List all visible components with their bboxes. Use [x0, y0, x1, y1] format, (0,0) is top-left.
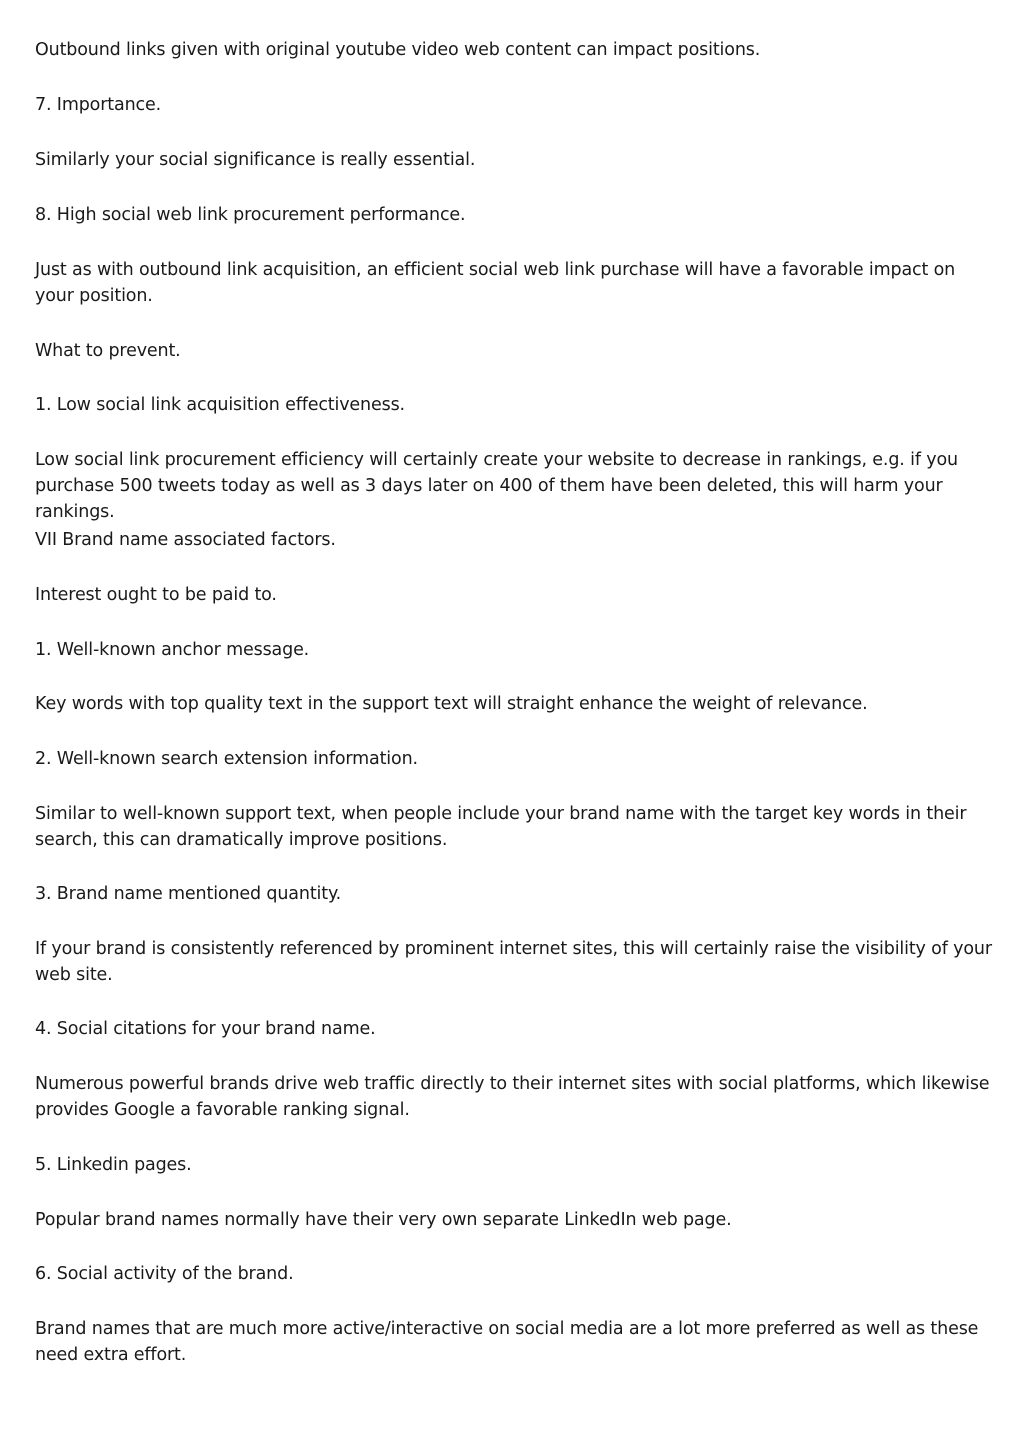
paragraph-social-significance: Similarly your social significance is really essential. — [35, 150, 476, 170]
heading-interest: Interest ought to be paid to. — [35, 585, 277, 605]
heading-what-to-prevent: What to prevent. — [35, 341, 181, 361]
paragraph-brand-referenced: If your brand is consistently referenced by prominent internet sites, this will certainly raise the visibility of your web site. — [35, 939, 992, 985]
heading-search-extension: 2. Well-known search extension information. — [35, 749, 418, 769]
heading-anchor-message: 1. Well-known anchor message. — [35, 640, 310, 660]
paragraph-brand-active: Brand names that are much more active/interactive on social media are a lot more preferred as well as these need extra effort. — [35, 1319, 979, 1365]
paragraph-outbound-acquisition: Just as with outbound link acquisition, an efficient social web link purchase will have a favorable impact on your position. — [35, 260, 956, 306]
paragraph-powerful-brands: Numerous powerful brands drive web traffic directly to their internet sites with social platforms, which likewise provides Google a favorable ranking signal. — [35, 1074, 990, 1120]
paragraph-linkedin: Popular brand names normally have their very own separate LinkedIn web page. — [35, 1210, 732, 1230]
heading-high-social-link: 8. High social web link procurement performance. — [35, 205, 466, 225]
heading-social-activity: 6. Social activity of the brand. — [35, 1264, 294, 1284]
heading-importance: 7. Importance. — [35, 95, 162, 115]
paragraph-key-words: Key words with top quality text in the support text will straight enhance the weight of relevance. — [35, 694, 868, 714]
heading-brand-quantity: 3. Brand name mentioned quantity. — [35, 884, 342, 904]
heading-low-social-link: 1. Low social link acquisition effectiveness. — [35, 395, 405, 415]
paragraph-low-social-link: Low social link procurement efficiency will certainly create your website to decrease in rankings, e.g. if you purchase 500 tweets today as well as 3 days later on 400 of them have been deleted, this will harm your rankings. — [35, 450, 958, 522]
heading-linkedin-pages: 5. Linkedin pages. — [35, 1155, 192, 1175]
paragraph-support-text: Similar to well-known support text, when people include your brand name with the target key words in their search, this can dramatically improve positions. — [35, 804, 967, 850]
paragraph-outbound-links: Outbound links given with original youtube video web content can impact positions. — [35, 40, 761, 60]
heading-brand-factors: VII Brand name associated factors. — [35, 530, 336, 550]
heading-social-citations: 4. Social citations for your brand name. — [35, 1019, 376, 1039]
